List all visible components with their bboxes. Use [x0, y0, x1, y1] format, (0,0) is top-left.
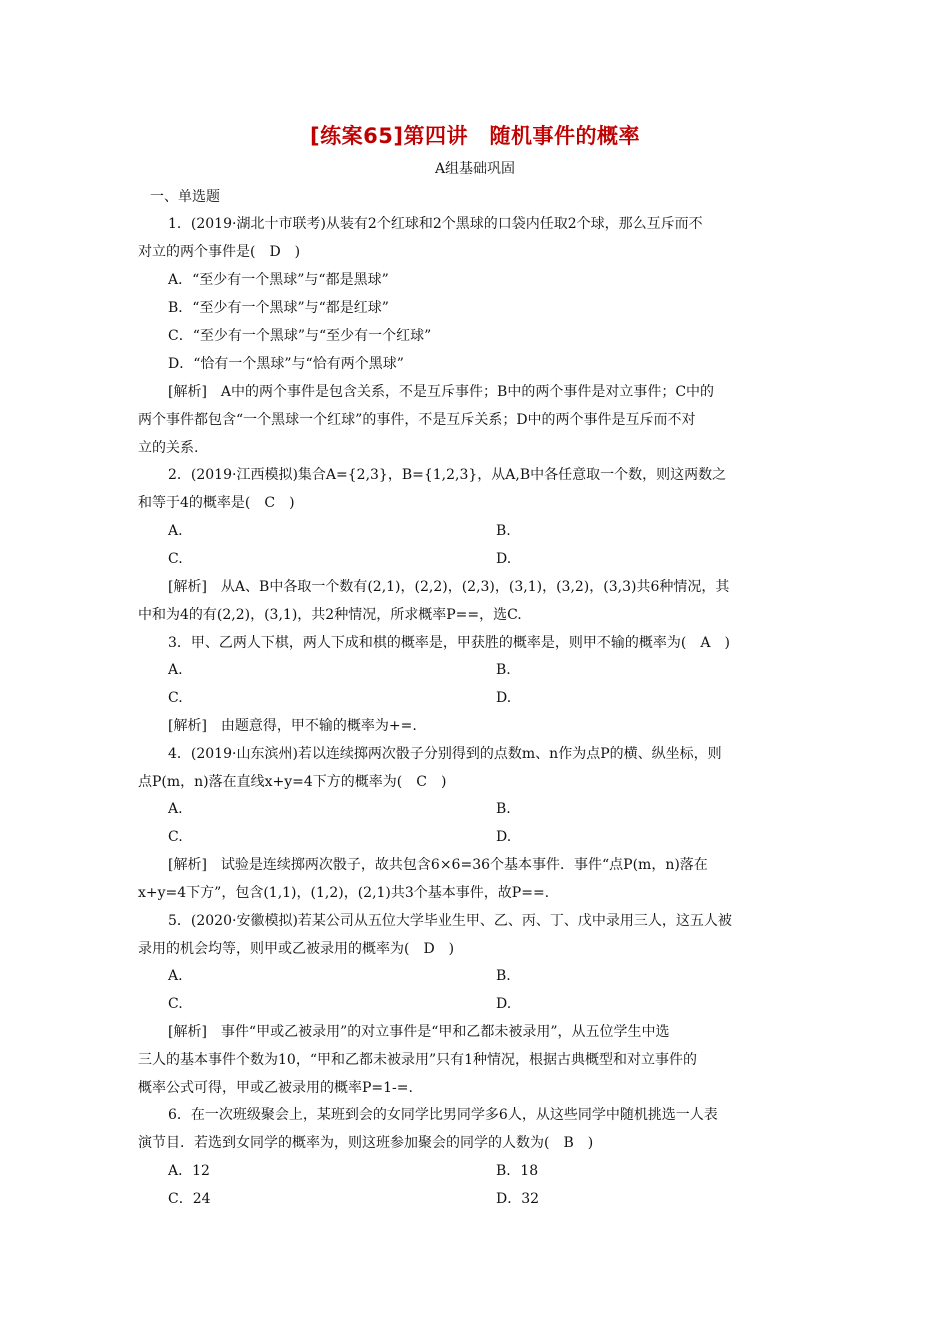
q5-analysis-3: 概率公式可得，甲或乙被录用的概率P=1-=.	[138, 1080, 413, 1096]
q5-stem-2: 录用的机会均等，则甲或乙被录用的概率为( D )	[138, 941, 455, 957]
q4-analysis-2: x+y=4下方”，包含(1,1)，(1,2)，(2,1)共3个基本事件，故P==.	[138, 885, 550, 901]
q6-option-c: C．24	[168, 1191, 211, 1207]
q2-analysis-1: [解析] 从A、B中各取一个数有(2,1)，(2,2)，(2,3)，(3,1)，(3,2)，(3,3)共6种情况，其	[168, 579, 730, 595]
q1-analysis-3: 立的关系.	[138, 440, 199, 456]
q6-option-a: A．12	[168, 1163, 210, 1179]
q5-option-a: A.	[168, 968, 183, 984]
q4-stem-1: 4．(2019·山东滨州)若以连续掷两次骰子分别得到的点数m、n作为点P的横、纵坐标，则	[168, 746, 722, 762]
q4-stem-2: 点P(m，n)落在直线x+y=4下方的概率为( C )	[138, 774, 447, 790]
q2-analysis-2: 中和为4的有(2,2)，(3,1)，共2种情况，所求概率P==，选C.	[138, 607, 522, 623]
q1-analysis-2: 两个事件都包含“一个黑球一个红球”的事件，不是互斥关系；D中的两个事件是互斥而不对	[138, 412, 696, 428]
q6-option-d: D．32	[496, 1191, 540, 1207]
q1-analysis-1: [解析] A中的两个事件是包含关系，不是互斥事件；B中的两个事件是对立事件；C中的	[168, 384, 715, 400]
q5-option-c: C.	[168, 996, 183, 1012]
q2-stem-2: 和等于4的概率是( C )	[138, 495, 295, 511]
q3-option-b: B.	[496, 662, 511, 678]
q4-analysis-1: [解析] 试验是连续掷两次骰子，故共包含6×6=36个基本事件．事件“点P(m，n)落在	[168, 857, 708, 873]
page-title: [练案65]第四讲 随机事件的概率	[310, 124, 640, 148]
q1-stem-2: 对立的两个事件是( D )	[138, 244, 301, 260]
q3-analysis: [解析] 由题意得，甲不输的概率为+=.	[168, 718, 417, 734]
q1-option-a: A．“至少有一个黑球”与“都是黑球”	[168, 272, 389, 288]
q4-option-d: D.	[496, 829, 512, 845]
q3-option-d: D.	[496, 690, 512, 706]
q2-stem-1: 2．(2019·江西模拟)集合A={2,3}，B={1,2,3}，从A,B中各任意取一个数，则这两数之	[168, 467, 727, 483]
q6-stem-1: 6．在一次班级聚会上，某班到会的女同学比男同学多6人，从这些同学中随机挑选一人表	[168, 1107, 718, 1123]
page-subtitle: A组基础巩固	[434, 161, 516, 177]
q1-option-d: D．“恰有一个黑球”与“恰有两个黑球”	[168, 356, 404, 372]
q3-stem: 3．甲、乙两人下棋，两人下成和棋的概率是，甲获胜的概率是，则甲不输的概率为( A )	[168, 635, 730, 651]
q2-option-b: B.	[496, 523, 511, 539]
q1-option-b: B．“至少有一个黑球”与“都是红球”	[168, 300, 389, 316]
q1-stem-1: 1．(2019·湖北十市联考)从装有2个红球和2个黑球的口袋内任取2个球，那么互斥而不	[168, 216, 703, 232]
q4-option-a: A.	[168, 801, 183, 817]
q6-stem-2: 演节目．若选到女同学的概率为，则这班参加聚会的同学的人数为( B )	[138, 1135, 594, 1151]
q5-stem-1: 5．(2020·安徽模拟)若某公司从五位大学毕业生甲、乙、丙、丁、戊中录用三人，这五人被	[168, 913, 732, 929]
q3-option-c: C.	[168, 690, 183, 706]
q5-option-d: D.	[496, 996, 512, 1012]
q6-option-b: B．18	[496, 1163, 539, 1179]
q4-option-b: B.	[496, 801, 511, 817]
q4-option-c: C.	[168, 829, 183, 845]
q2-option-a: A.	[168, 523, 183, 539]
q5-analysis-1: [解析] 事件“甲或乙被录用”的对立事件是“甲和乙都未被录用”，从五位学生中选	[168, 1024, 670, 1040]
q5-analysis-2: 三人的基本事件个数为10，“甲和乙都未被录用”只有1种情况，根据古典概型和对立事件的	[138, 1052, 698, 1068]
q2-option-c: C.	[168, 551, 183, 567]
q3-option-a: A.	[168, 662, 183, 678]
q1-option-c: C．“至少有一个黑球”与“至少有一个红球”	[168, 328, 432, 344]
section-heading: 一、单选题	[150, 189, 220, 205]
q2-option-d: D.	[496, 551, 512, 567]
q5-option-b: B.	[496, 968, 511, 984]
